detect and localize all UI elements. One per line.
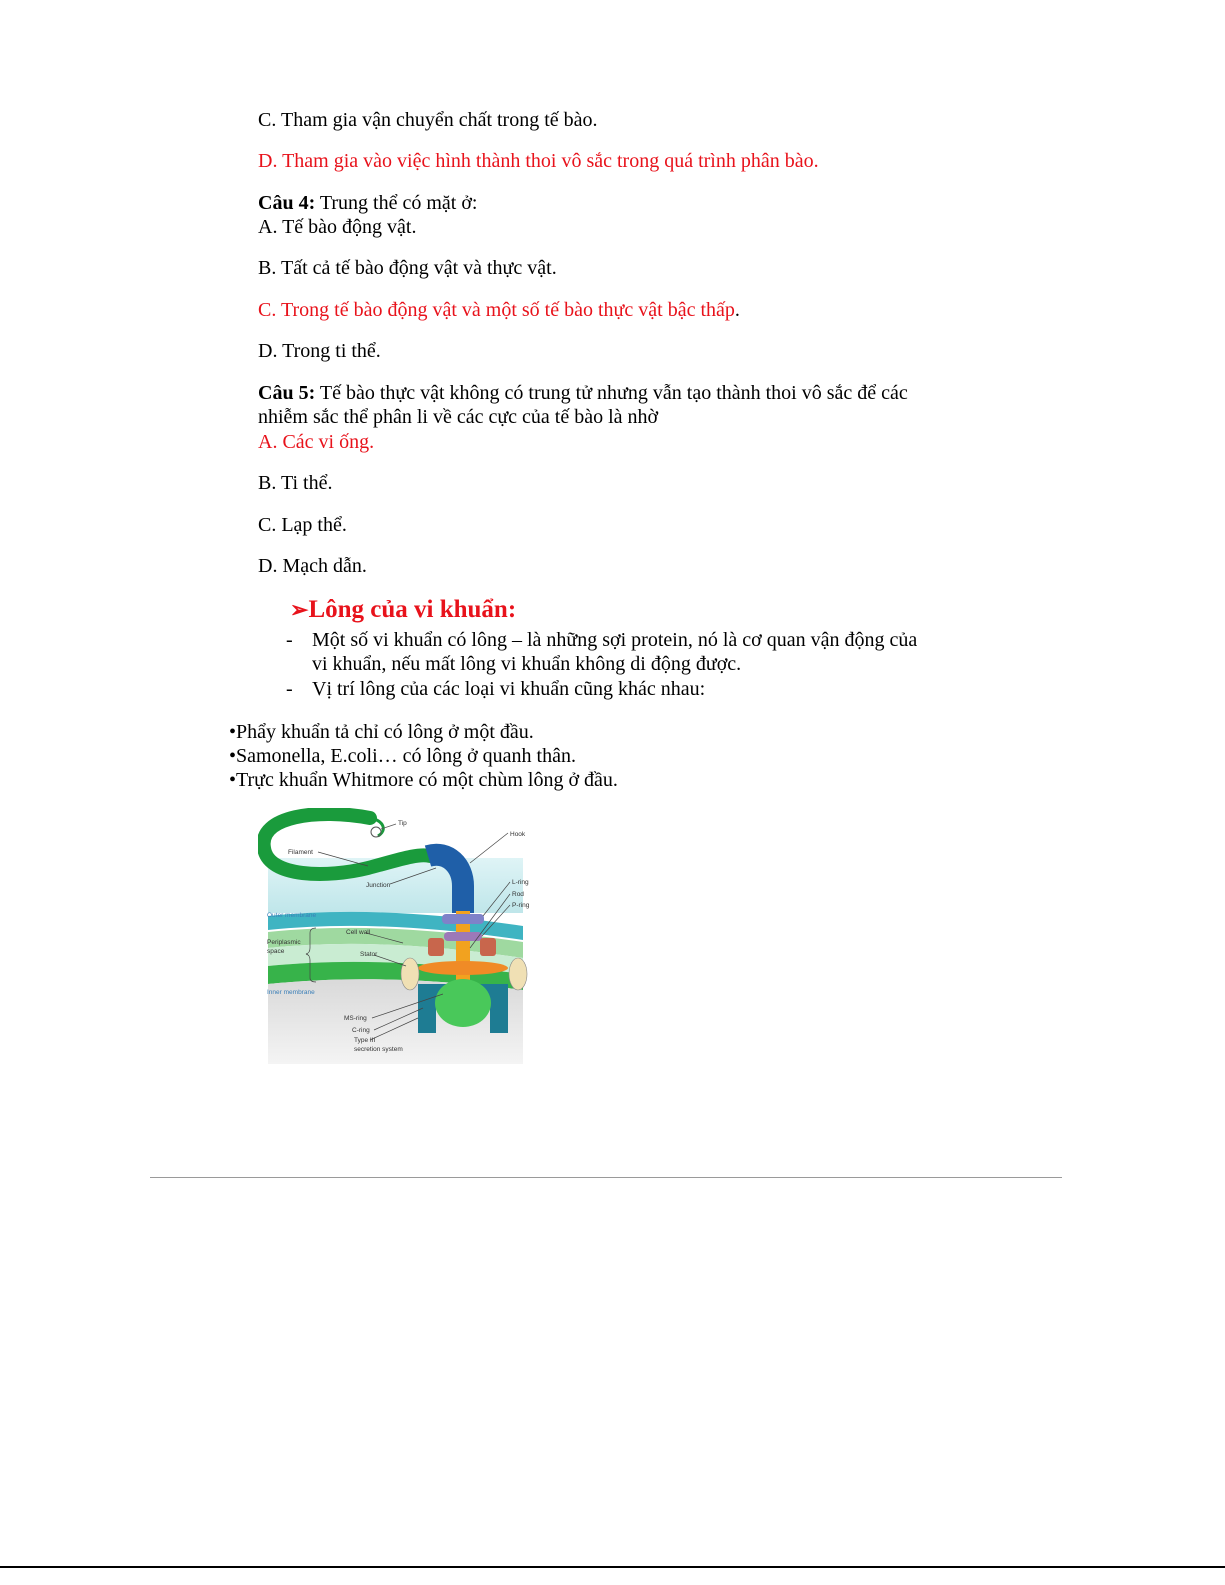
q4-option-c — [258, 298, 740, 322]
label-tip: Tip — [398, 820, 407, 827]
label-periplasmic-2: space — [267, 948, 285, 955]
flagellum-diagram — [258, 808, 538, 1064]
bottom-edge-rule — [0, 1566, 1225, 1568]
stator-post-left — [401, 958, 419, 990]
q3-option-c: C. Tham gia vận chuyển chất trong tế bào. — [258, 109, 598, 131]
q3-option-d-answer: D. Tham gia vào việc hình thành thoi vô sắc trong quá trình phân bào. — [258, 150, 819, 172]
bullet1-line1: Một số vi khuẩn có lông – là những sợi protein, nó là cơ quan vận động của — [312, 629, 918, 651]
q4-option-c-period: . — [734, 299, 740, 321]
q4-question — [258, 191, 477, 215]
bullet2: Vị trí lông của các loại vi khuẩn cũng khác nhau: — [312, 678, 706, 700]
stator-right — [480, 938, 496, 956]
q5-stem-1: Tế bào thực vật không có trung tử nhưng vẫn tạo thành thoi vô sắc để các — [315, 382, 908, 404]
q4-stem: Trung thể có mặt ở: — [315, 192, 478, 214]
q5-question-line1 — [258, 381, 908, 405]
q5-option-b: B. Ti thể. — [258, 472, 333, 494]
label-filament: Filament — [288, 849, 313, 856]
q5-option-c: C. Lạp thể. — [258, 514, 347, 536]
q4-option-d: D. Trong ti thể. — [258, 340, 381, 362]
label-inner-membrane: Inner membrane — [267, 989, 315, 996]
ms-ring-plate — [418, 961, 508, 975]
ms-ring-core — [435, 979, 491, 1027]
q4-option-a: A. Tế bào động vật. — [258, 216, 417, 238]
page-divider — [150, 1177, 1062, 1178]
label-type3-2: secretion system — [354, 1046, 403, 1053]
q4-option-b: B. Tất cả tế bào động vật và thực vật. — [258, 257, 557, 279]
q4-option-c-answer: C. Trong tế bào động vật và một số tế bào thực vật bậc thấp — [258, 299, 735, 321]
q5-label: Câu 5: — [258, 382, 316, 404]
label-outer-membrane: Outer membrane — [267, 912, 317, 919]
q4-label: Câu 4: — [258, 192, 316, 214]
section-title: Lông của vi khuẩn: — [308, 596, 517, 623]
label-p-ring: P-ring — [512, 902, 530, 909]
label-periplasmic-1: Periplasmic — [267, 939, 301, 946]
stator-left — [428, 938, 444, 956]
arrow-bullet-icon: ➢ — [290, 597, 309, 622]
dash-bullet-2: - — [286, 678, 293, 700]
label-c-ring: C-ring — [352, 1027, 370, 1034]
stator-post-right — [509, 958, 527, 990]
label-type3-1: Type III — [354, 1037, 376, 1044]
dot-item-2: •Samonella, E.coli… có lông ở quanh thân. — [229, 745, 576, 767]
tip-loop-icon — [371, 827, 381, 837]
dot-item-3: •Trực khuẩn Whitmore có một chùm lông ở đầu. — [229, 769, 618, 791]
label-stator: Stator — [360, 951, 378, 958]
label-cell-wall: Cell wall — [346, 929, 371, 936]
label-junction: Junction — [366, 882, 391, 889]
label-l-ring: L-ring — [512, 879, 529, 886]
q5-question-line2: nhiễm sắc thể phân li về các cực của tế bào là nhờ — [258, 406, 659, 428]
section-heading — [290, 595, 516, 625]
label-hook: Hook — [510, 831, 526, 838]
dash-bullet-1: - — [286, 629, 293, 651]
q5-option-a-answer: A. Các vi ống. — [258, 431, 375, 453]
q5-option-d: D. Mạch dẫn. — [258, 555, 367, 577]
label-ms-ring: MS-ring — [344, 1015, 367, 1022]
dot-item-1: •Phẩy khuẩn tả chỉ có lông ở một đầu. — [229, 721, 534, 743]
label-rod: Rod — [512, 891, 524, 898]
l-ring — [442, 914, 484, 924]
bullet1-line2: vi khuẩn, nếu mất lông vi khuẩn không di động được. — [312, 653, 742, 675]
